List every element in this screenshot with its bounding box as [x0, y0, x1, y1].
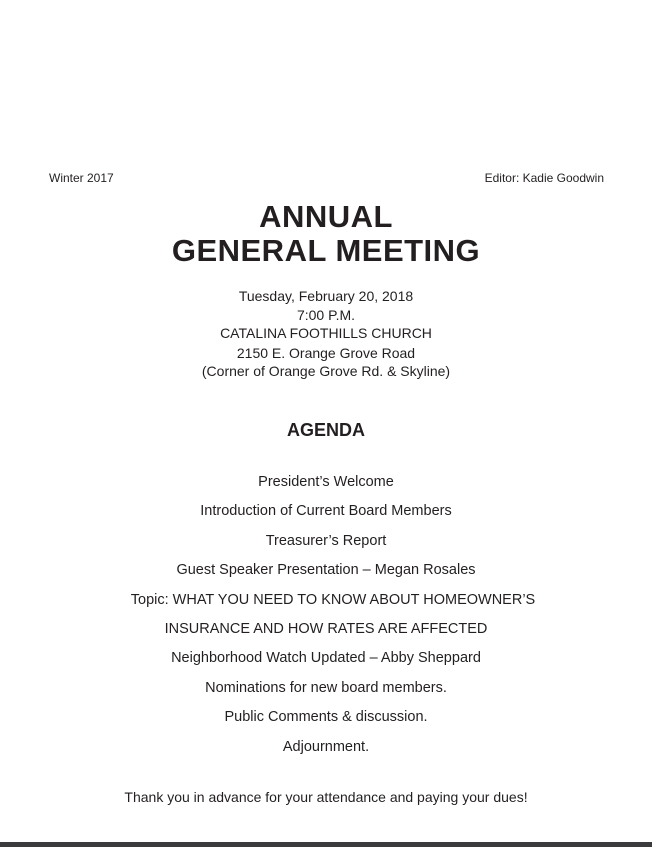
agenda-heading: AGENDA	[286, 420, 365, 440]
editor-credit: Editor: Kadie Goodwin	[484, 171, 604, 185]
agenda-item: Guest Speaker Presentation – Megan Rosales	[176, 562, 476, 579]
event-time: 7:00 P.M.	[296, 306, 356, 323]
bottom-divider	[0, 842, 652, 847]
event-address: 2150 E. Orange Grove Road	[236, 344, 416, 361]
title-line-1: ANNUAL	[259, 199, 393, 234]
event-details	[0, 287, 652, 381]
meeting-title	[0, 200, 652, 268]
agenda-item: President’s Welcome	[258, 474, 394, 490]
event-date: Tuesday, February 20, 2018	[238, 288, 414, 304]
agenda-item: Neighborhood Watch Updated – Abby Sheppard	[171, 650, 481, 667]
agenda-list	[0, 472, 652, 766]
closing-note: Thank you in advance for your attendance and paying your dues!	[124, 789, 528, 805]
agenda-item-topic: Topic: WHAT YOU NEED TO KNOW ABOUT HOMEOWNER’S	[130, 591, 536, 608]
issue-season: Winter 2017	[49, 171, 114, 185]
event-venue: CATALINA FOOTHILLS CHURCH	[220, 325, 432, 342]
event-cross-streets: (Corner of Orange Grove Rd. & Skyline)	[201, 363, 451, 380]
agenda-item-topic-continued: INSURANCE AND HOW RATES ARE AFFECTED	[164, 620, 488, 637]
agenda-item: Nominations for new board members.	[205, 679, 447, 696]
agenda-item: Treasurer’s Report	[265, 532, 387, 549]
agenda-item: Public Comments & discussion.	[224, 709, 428, 726]
agenda-item: Adjournment.	[282, 738, 370, 755]
title-line-2: GENERAL MEETING	[171, 233, 481, 268]
agenda-item: Introduction of Current Board Members	[200, 503, 452, 520]
